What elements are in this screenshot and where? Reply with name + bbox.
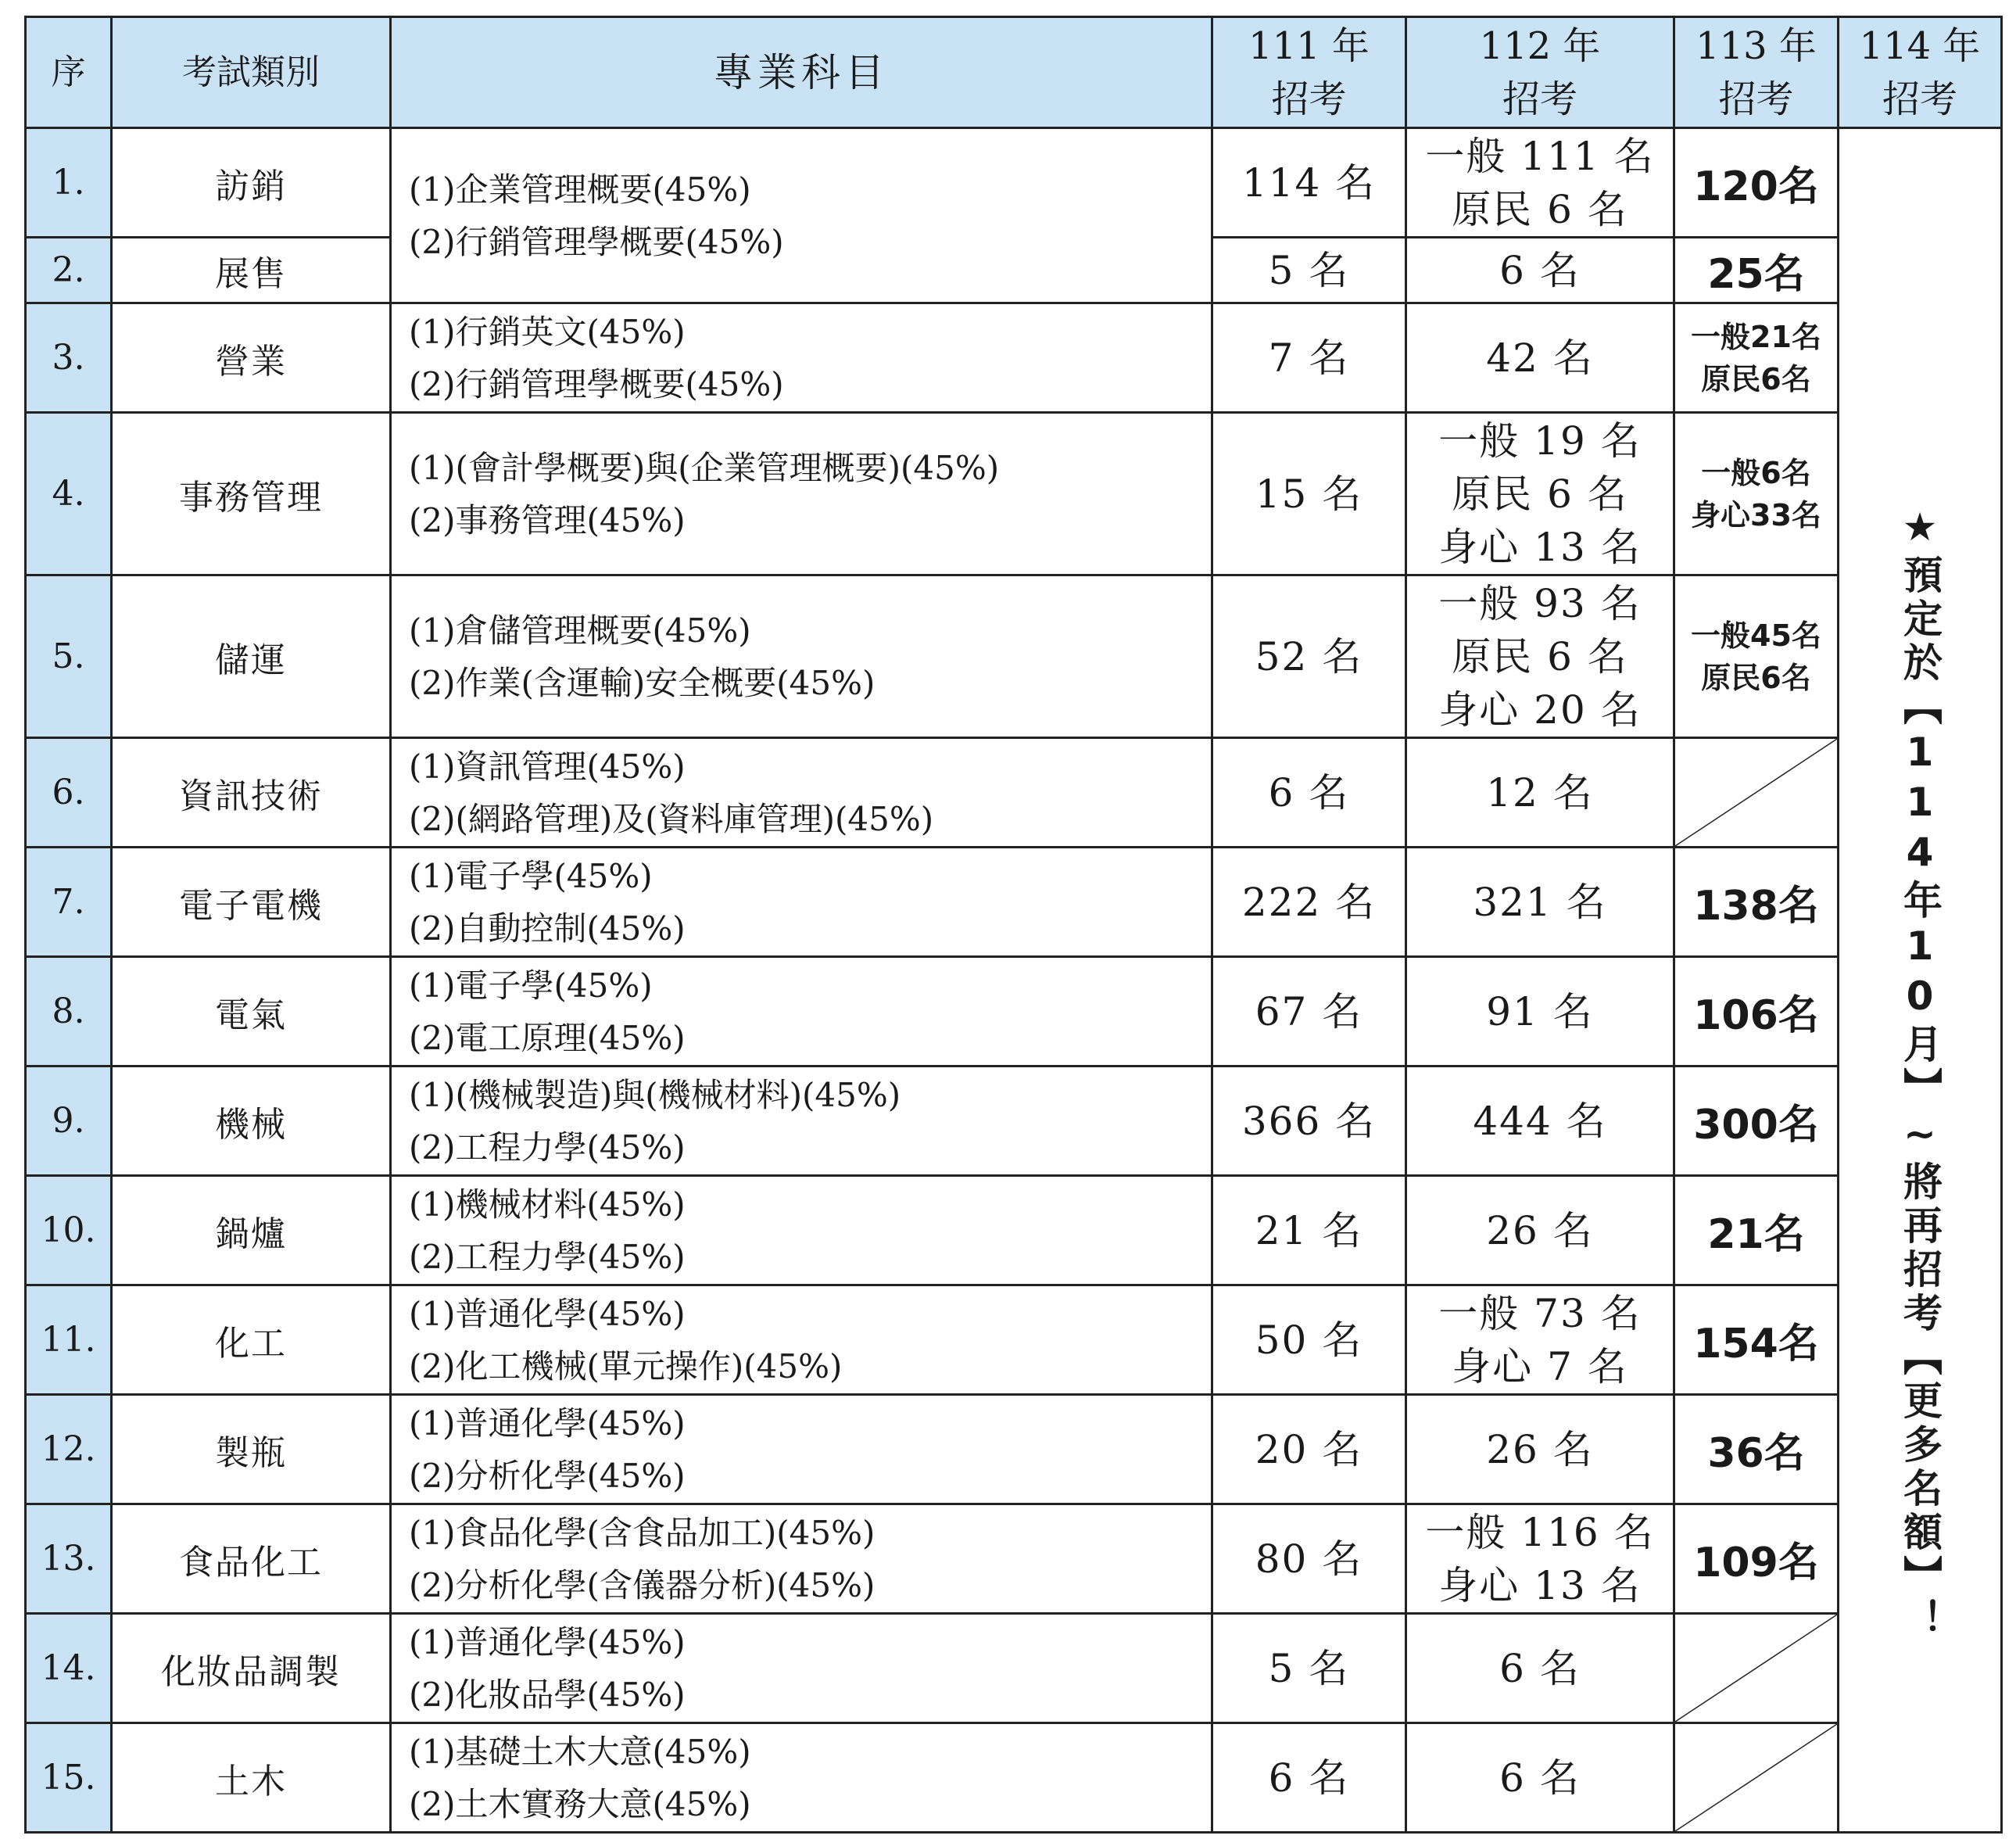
header-114-year: 114 年 [1859,23,1981,68]
row-112-count [1406,575,1674,738]
header-row [26,17,2002,128]
row-subjects [391,1504,1212,1614]
row-category: 事務管理 [112,413,391,575]
row-seq: 8. [26,957,112,1066]
row-subjects [391,738,1212,848]
row-subjects [391,413,1212,575]
row-subjects-line: (2)化工機械(單元操作)(45%) [409,1346,843,1386]
row-113-count-line: 138名 [1693,883,1819,930]
header-113-label: 招考 [1718,77,1794,121]
row-subjects-line: (1)倉儲管理概要(45%) [409,611,751,650]
row-category: 化工 [112,1285,391,1395]
row-113-count [1674,1176,1839,1285]
row-112-count-line: 42 名 [1486,335,1594,381]
row-subjects-line: (1)機械材料(45%) [409,1185,686,1224]
row-113-count-line: 21名 [1707,1211,1805,1258]
row-category: 儲運 [112,575,391,738]
row-subjects-line: (2)自動控制(45%) [409,909,686,948]
header-category: 考試類別 [112,17,391,128]
header-112-year: 112 年 [1479,23,1601,68]
table-row [26,1395,2002,1504]
row-111-count-line: 15 名 [1255,471,1363,517]
row-subjects-line: (1)普通化學(45%) [409,1622,686,1662]
row-subjects-line: (1)食品化學(含食品加工)(45%) [409,1513,876,1552]
row-category: 土木 [112,1723,391,1833]
row-111-count-line: 366 名 [1241,1098,1377,1144]
row-113-count-line: 106名 [1693,992,1819,1039]
row-subjects [391,1614,1212,1723]
row-112-count [1406,413,1674,575]
row-113-count [1674,1395,1839,1504]
row-seq: 3. [26,303,112,413]
row-111-count [1212,1614,1406,1723]
row-111-count [1212,1285,1406,1395]
row-subjects [391,303,1212,413]
row-112-count [1406,848,1674,957]
row-category: 電氣 [112,957,391,1066]
row-113-count-line: 36名 [1707,1430,1805,1477]
header-seq: 序 [26,17,112,128]
row-113-count [1674,1285,1839,1395]
row-seq: 2. [26,238,112,303]
row-subjects-line: (2)分析化學(含儀器分析)(45%) [409,1565,876,1604]
row-subjects-line: (1)普通化學(45%) [409,1403,686,1443]
row-111-count [1212,957,1406,1066]
row-subjects [391,1723,1212,1833]
row-111-count-line: 20 名 [1255,1426,1363,1472]
row-subjects [391,1395,1212,1504]
row-113-count-line: 一般45名 [1691,618,1821,653]
row-112-count-line: 444 名 [1473,1098,1607,1144]
row-category: 電子電機 [112,848,391,957]
row-111-count-line: 7 名 [1268,335,1350,381]
row-subjects-line: (2)工程力學(45%) [409,1237,686,1276]
note-114-text: ★預定於【114年10月】~將再招考【更多名額】！ [1897,504,1943,1643]
row-seq: 10. [26,1176,112,1285]
header-114 [1839,17,2002,128]
row-111-count [1212,848,1406,957]
row-subjects-line: (2)化妝品學(45%) [409,1675,686,1714]
empty-cell [1674,738,1839,848]
row-111-count-line: 52 名 [1255,633,1363,679]
row-113-count [1674,575,1839,738]
row-112-count [1406,1723,1674,1833]
row-111-count-line: 222 名 [1241,879,1377,925]
header-113-year: 113 年 [1696,23,1817,68]
table-body [26,128,2002,1833]
row-112-count-line: 91 名 [1486,988,1594,1034]
diagonal-slash-icon [1675,739,1837,846]
row-category: 食品化工 [112,1504,391,1614]
row-111-count-line: 21 名 [1255,1207,1363,1253]
row-subjects [391,957,1212,1066]
table-row [26,848,2002,957]
row-seq: 5. [26,575,112,738]
row-subjects-line: (1)資訊管理(45%) [409,747,686,786]
row-112-count-line: 身心 20 名 [1438,686,1642,733]
row-113-count-line: 109名 [1693,1540,1819,1586]
row-112-count [1406,1176,1674,1285]
table-row [26,1176,2002,1285]
row-112-count [1406,238,1674,303]
row-subjects-line: (2)(網路管理)及(資料庫管理)(45%) [409,799,934,838]
row-subjects-line: (2)事務管理(45%) [409,500,686,540]
row-seq: 4. [26,413,112,575]
row-111-count-line: 6 名 [1268,769,1350,816]
row-seq: 11. [26,1285,112,1395]
row-112-count-line: 6 名 [1499,1645,1581,1691]
row-seq: 7. [26,848,112,957]
row-112-count-line: 6 名 [1499,1755,1581,1801]
row-113-count [1674,413,1839,575]
table-row [26,413,2002,575]
header-111-label: 招考 [1271,77,1347,121]
row-subjects-line: (1)(會計學概要)與(企業管理概要)(45%) [409,448,1000,487]
table-row [26,1066,2002,1176]
empty-cell [1674,1614,1839,1723]
row-112-count-line: 一般 19 名 [1438,418,1642,464]
row-subjects-line: (2)行銷管理學概要(45%) [409,222,784,261]
row-subjects [391,128,1212,303]
header-113 [1674,17,1839,128]
row-112-count [1406,1614,1674,1723]
row-111-count [1212,1395,1406,1504]
row-112-count-line: 原民 6 名 [1452,186,1628,232]
row-112-count [1406,303,1674,413]
row-113-count [1674,238,1839,303]
table-row [26,1285,2002,1395]
row-113-count [1674,1504,1839,1614]
row-112-count-line: 26 名 [1486,1207,1594,1253]
row-112-count-line: 一般 73 名 [1438,1290,1642,1336]
diagonal-slash-icon [1675,1724,1837,1831]
row-112-count [1406,1066,1674,1176]
row-subjects [391,1066,1212,1176]
row-subjects-line: (2)工程力學(45%) [409,1127,686,1167]
row-112-count-line: 321 名 [1473,879,1607,925]
row-seq: 14. [26,1614,112,1723]
row-111-count [1212,1066,1406,1176]
table-row [26,1504,2002,1614]
row-113-count-line: 300名 [1693,1102,1819,1149]
header-subjects: 專業科目 [391,17,1212,128]
row-111-count [1212,238,1406,303]
row-subjects-line: (1)行銷英文(45%) [409,312,686,351]
row-111-count [1212,575,1406,738]
row-112-count-line: 身心 13 名 [1438,524,1642,570]
row-112-count [1406,128,1674,238]
row-113-count [1674,303,1839,413]
row-111-count [1212,1176,1406,1285]
row-category: 鍋爐 [112,1176,391,1285]
row-112-count [1406,1395,1674,1504]
row-113-count [1674,848,1839,957]
note-114 [1839,128,2002,1833]
row-112-count [1406,957,1674,1066]
row-112-count-line: 原民 6 名 [1452,471,1628,517]
row-111-count-line: 5 名 [1268,1645,1350,1691]
row-seq: 15. [26,1723,112,1833]
table-row [26,128,2002,238]
row-subjects-line: (1)(機械製造)與(機械材料)(45%) [409,1075,901,1114]
row-112-count-line: 一般 111 名 [1425,133,1655,179]
row-subjects-line: (1)普通化學(45%) [409,1294,686,1333]
row-113-count-line: 一般6名 [1701,455,1811,490]
row-category: 營業 [112,303,391,413]
row-seq: 6. [26,738,112,848]
row-subjects-line: (2)分析化學(45%) [409,1456,686,1495]
row-category: 資訊技術 [112,738,391,848]
empty-cell [1674,1723,1839,1833]
table-row [26,575,2002,738]
row-111-count-line: 67 名 [1255,988,1363,1034]
table-row [26,1614,2002,1723]
row-111-count [1212,128,1406,238]
row-subjects-line: (1)基礎土木大意(45%) [409,1732,751,1771]
row-subjects-line: (2)電工原理(45%) [409,1018,686,1057]
row-112-count-line: 一般 116 名 [1425,1509,1655,1555]
table-row [26,957,2002,1066]
row-113-count-line: 一般21名 [1691,319,1821,354]
row-111-count-line: 5 名 [1268,247,1350,293]
row-subjects-line: (2)行銷管理學概要(45%) [409,364,784,403]
row-113-count [1674,957,1839,1066]
row-112-count-line: 原民 6 名 [1452,633,1628,679]
row-category: 化妝品調製 [112,1614,391,1723]
diagonal-slash-icon [1675,1615,1837,1722]
table-row [26,1723,2002,1833]
recruitment-table [24,16,2003,1834]
header-111-year: 111 年 [1248,23,1370,68]
row-111-count-line: 6 名 [1268,1755,1350,1801]
row-subjects-line: (1)電子學(45%) [409,966,653,1005]
row-113-count [1674,1066,1839,1176]
row-112-count-line: 26 名 [1486,1426,1594,1472]
row-112-count-line: 身心 13 名 [1438,1562,1642,1608]
row-113-count-line: 120名 [1693,163,1819,210]
row-111-count [1212,303,1406,413]
row-subjects-line: (1)電子學(45%) [409,856,653,895]
row-subjects [391,1176,1212,1285]
row-112-count-line: 身心 7 名 [1452,1343,1628,1389]
row-category: 展售 [112,238,391,303]
table-row [26,303,2002,413]
row-112-count-line: 一般 93 名 [1438,580,1642,626]
row-seq: 9. [26,1066,112,1176]
table-row [26,738,2002,848]
row-subjects-line: (1)企業管理概要(45%) [409,170,751,209]
row-111-count [1212,1723,1406,1833]
header-112-label: 招考 [1502,77,1577,121]
row-subjects-line: (2)作業(含運輸)安全概要(45%) [409,663,876,702]
row-113-count [1674,128,1839,238]
row-113-count-line: 身心33名 [1691,497,1821,532]
row-113-count-line: 原民6名 [1701,361,1811,396]
row-seq: 13. [26,1504,112,1614]
row-category: 機械 [112,1066,391,1176]
row-113-count-line: 25名 [1707,251,1805,298]
row-112-count-line: 12 名 [1486,769,1594,816]
row-112-count [1406,1285,1674,1395]
row-seq: 1. [26,128,112,238]
row-111-count [1212,738,1406,848]
row-111-count-line: 114 名 [1241,160,1377,206]
row-111-count [1212,413,1406,575]
row-111-count-line: 80 名 [1255,1536,1363,1582]
header-111 [1212,17,1406,128]
header-114-label: 招考 [1882,77,1957,121]
row-subjects-line: (2)土木實務大意(45%) [409,1784,751,1823]
row-subjects [391,848,1212,957]
row-113-count-line: 154名 [1693,1321,1819,1368]
row-subjects [391,575,1212,738]
row-112-count [1406,738,1674,848]
row-category: 製瓶 [112,1395,391,1504]
row-subjects [391,1285,1212,1395]
row-113-count-line: 原民6名 [1701,660,1811,695]
row-111-count [1212,1504,1406,1614]
row-112-count-line: 6 名 [1499,247,1581,293]
row-category: 訪銷 [112,128,391,238]
row-112-count [1406,1504,1674,1614]
header-112 [1406,17,1674,128]
row-111-count-line: 50 名 [1255,1317,1363,1363]
row-seq: 12. [26,1395,112,1504]
